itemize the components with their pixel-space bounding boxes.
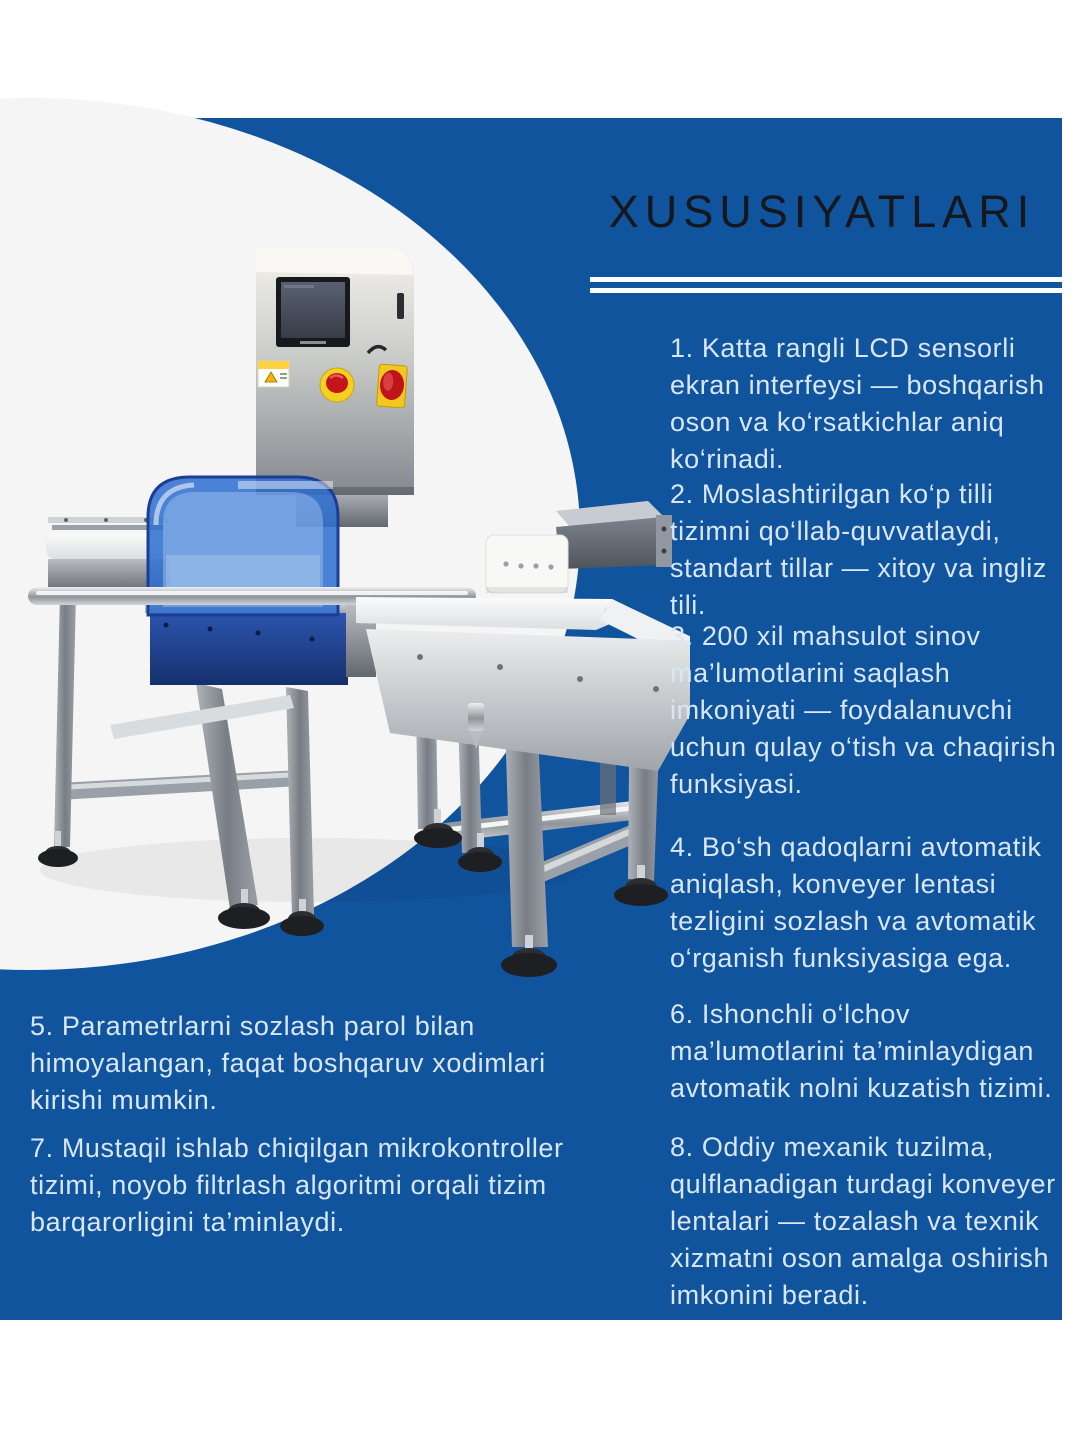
support-arm (556, 501, 672, 569)
outfeed-conveyor (356, 597, 690, 771)
feature-item-5: 5. Parametrlarni sozlash parol bilan himoyalangan, faqat boshqaruv xodimlari kirishi mumkin. (30, 1011, 546, 1115)
conveyor-belt (356, 597, 626, 630)
feature-item-7: 7. Mustaqil ishlab chiqilgan mikrokontroller tizimi, noyob filtrlash algoritmi orqali tizim barqarorligini ta’minlaydi. (30, 1133, 564, 1237)
page-title: XUSUSIYATLARI (608, 186, 1036, 237)
side-power-switch (376, 364, 407, 408)
divider-line-bottom (590, 288, 1062, 293)
rejector-sensor-box (486, 535, 568, 593)
emergency-stop-button (320, 368, 354, 402)
feature-item-2: 2. Moslashtirilgan ko‘p tilli tizimni qo‘llab-quvvatlaydi, standart tillar — xitoy va ingliz tili. (670, 479, 1047, 620)
checkweigher-machine-image (0, 225, 690, 1025)
title-divider (590, 277, 1062, 293)
feature-item-6: 6. Ishonchli o‘lchov ma’lumotlarini ta’minlaydigan avtomatik nolni kuzatish tizimi. (670, 999, 1053, 1103)
divider-line-top (590, 277, 1062, 282)
side-vent-slot (397, 293, 404, 319)
crossbar-tube (58, 770, 650, 844)
warning-label (258, 361, 289, 387)
weigh-section-body (150, 613, 348, 685)
feature-item-1: 1. Katta rangli LCD sensorli ekran interfeysi — boshqarish oson va ko‘rsatkichlar aniq ko‘rinadi. (670, 333, 1045, 474)
feature-item-8: 8. Oddiy mexanik tuzilma, qulflanadigan turdagi konveyer lentalari — tozalash va texnik xizmatni oson amalga oshirish imkonini beradi. (670, 1132, 1056, 1310)
feature-item-4: 4. Bo‘sh qadoqlarni avtomatik aniqlash, konveyer lentasi tezligini sozlash va avtomatik o‘rganish funksiyasiga ega. (670, 832, 1042, 973)
feature-item-3: 3. 200 xil mahsulot sinov ma’lumotlarini saqlash imkoniyati — foydalanuvchi uchun qulay o‘tish va chaqirish funksiyasi. (670, 621, 1057, 799)
